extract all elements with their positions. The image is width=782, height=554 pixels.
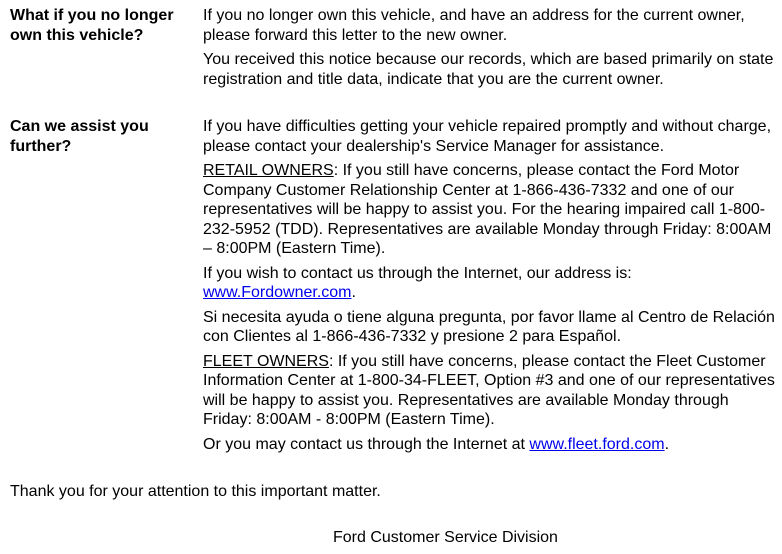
section-label: Can we assist you further? — [10, 118, 149, 155]
paragraph-retail-owners — [203, 161, 781, 259]
paragraph-fleet-internet — [203, 435, 781, 455]
paragraph-internet-contact — [203, 264, 781, 303]
fleet-owners-text: : If you still have concerns, please contact the Fleet Customer Information Center at 1-800-34-FLEET, Option #3 and one of our representatives will be happy to assist you. Representatives are available Monday through Friday: 8:00AM - 8:00PM (Eastern Time). — [203, 352, 775, 428]
fleet-ford-link[interactable]: www.fleet.ford.com — [529, 435, 665, 453]
paragraph-forward-letter: If you no longer own this vehicle, and have an address for the current owner, please forward this letter to the new owner. — [203, 7, 745, 44]
signature-line: Ford Customer Service Division — [333, 529, 558, 546]
fleet-internet-suffix: . — [664, 435, 670, 453]
paragraph-spanish: Si necesita ayuda o tiene alguna pregunta, por favor llame al Centro de Relación con Clientes al 1-866-436-7332 y presione 2 para Español. — [203, 308, 775, 345]
fleet-owners-heading: FLEET OWNERS — [203, 352, 329, 370]
section-label: What if you no longer own this vehicle? — [10, 7, 174, 44]
paragraph-fleet-owners — [203, 352, 781, 430]
retail-owners-text: : If you still have concerns, please contact the Ford Motor Company Customer Relationship Center at 1-866-436-7332 and one of our representatives will be happy to assist you. For the hearing impaired call 1-800-232-5952 (TDD). Representatives are available Monday through Friday: 8:00AM – 8:00PM (Eastern Time). — [203, 162, 772, 257]
section-body — [203, 117, 781, 459]
fleet-internet-text: Or you may contact us through the Internet at — [203, 435, 530, 453]
internet-contact-text: If you wish to contact us through the Internet, our address is: — [203, 264, 632, 282]
paragraph-notice-reason: You received this notice because our records, which are based primarily on state registration and title data, indicate that you are the current owner. — [203, 51, 774, 88]
section-body — [203, 6, 781, 94]
paragraph-dealer-contact: If you have difficulties getting your vehicle repaired promptly and without charge, please contact your dealership's Service Manager for assistance. — [203, 118, 772, 155]
internet-contact-suffix: . — [351, 284, 356, 301]
fordowner-link[interactable]: www.Fordowner.com — [203, 284, 352, 301]
retail-owners-heading: RETAIL OWNERS — [203, 162, 334, 179]
closing-line: Thank you for your attention to this important matter. — [10, 483, 381, 500]
